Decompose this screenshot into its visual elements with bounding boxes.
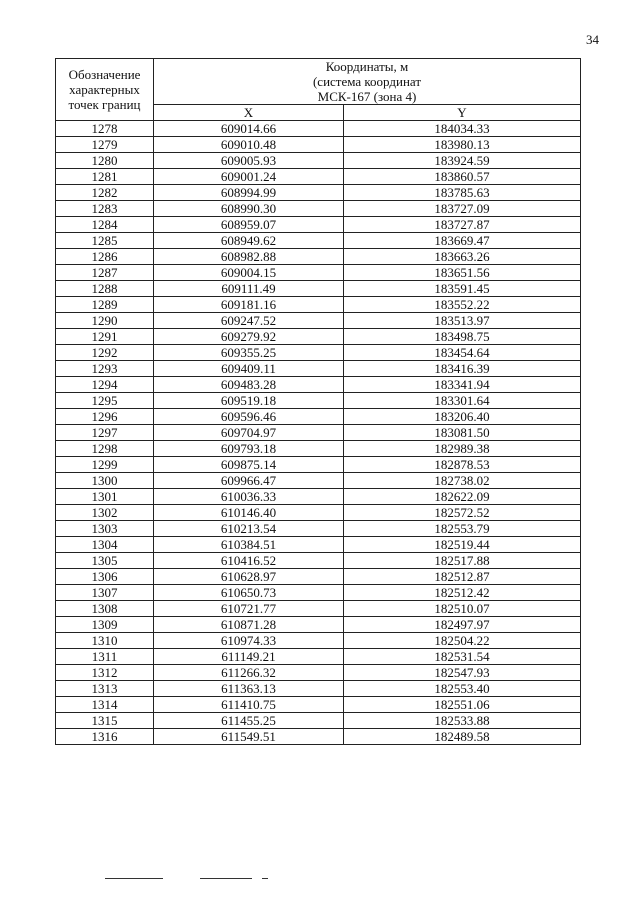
table-row: [56, 697, 581, 713]
footer-divider: [262, 878, 268, 879]
y-coordinate-cell: 182512.87: [344, 569, 581, 585]
y-column-header: Y: [344, 105, 581, 121]
page-number: 34: [586, 32, 599, 47]
x-coordinate-cell: 610650.73: [154, 585, 344, 601]
x-coordinate-cell: 609001.24: [154, 169, 344, 185]
y-coordinate-cell: 183301.64: [344, 393, 581, 409]
table-row: [56, 729, 581, 745]
y-coordinate-cell: 182512.42: [344, 585, 581, 601]
point-number-cell: 1278: [56, 121, 154, 137]
table-row: [56, 585, 581, 601]
y-coordinate-cell: 182510.07: [344, 601, 581, 617]
x-coordinate-cell: 610721.77: [154, 601, 344, 617]
table-row: [56, 217, 581, 233]
x-coordinate-cell: 611549.51: [154, 729, 344, 745]
table-row: [56, 377, 581, 393]
x-coordinate-cell: 609966.47: [154, 473, 344, 489]
point-number-cell: 1298: [56, 441, 154, 457]
point-number-cell: 1294: [56, 377, 154, 393]
point-number-cell: 1285: [56, 233, 154, 249]
table-row: [56, 473, 581, 489]
x-coordinate-cell: 609014.66: [154, 121, 344, 137]
coordinates-table: [55, 58, 581, 745]
point-number-cell: 1290: [56, 313, 154, 329]
x-coordinate-cell: 610416.52: [154, 553, 344, 569]
table-row: [56, 457, 581, 473]
point-number-cell: 1300: [56, 473, 154, 489]
y-coordinate-cell: 182517.88: [344, 553, 581, 569]
table-row: [56, 649, 581, 665]
y-coordinate-cell: 182504.22: [344, 633, 581, 649]
point-number-cell: 1291: [56, 329, 154, 345]
point-number-cell: 1299: [56, 457, 154, 473]
y-coordinate-cell: 182489.58: [344, 729, 581, 745]
table-row: [56, 505, 581, 521]
x-coordinate-cell: 610384.51: [154, 537, 344, 553]
y-coordinate-cell: 183454.64: [344, 345, 581, 361]
y-coordinate-cell: 182497.97: [344, 617, 581, 633]
table-row: [56, 121, 581, 137]
table-row: [56, 489, 581, 505]
point-number-cell: 1292: [56, 345, 154, 361]
y-coordinate-cell: 182533.88: [344, 713, 581, 729]
x-coordinate-cell: 611149.21: [154, 649, 344, 665]
y-coordinate-cell: 183416.39: [344, 361, 581, 377]
point-header-line: точек границ: [68, 97, 141, 112]
y-coordinate-cell: 183513.97: [344, 313, 581, 329]
x-coordinate-cell: 609355.25: [154, 345, 344, 361]
y-coordinate-cell: 184034.33: [344, 121, 581, 137]
y-coordinate-cell: 182553.79: [344, 521, 581, 537]
footer-divider: [105, 878, 163, 879]
point-number-cell: 1308: [56, 601, 154, 617]
y-coordinate-cell: 183663.26: [344, 249, 581, 265]
table-row: [56, 569, 581, 585]
y-coordinate-cell: 183860.57: [344, 169, 581, 185]
table-row: [56, 441, 581, 457]
table-row: [56, 409, 581, 425]
table-row: [56, 153, 581, 169]
x-coordinate-cell: 610036.33: [154, 489, 344, 505]
y-coordinate-cell: 182547.93: [344, 665, 581, 681]
y-coordinate-cell: 182572.52: [344, 505, 581, 521]
table-row: [56, 361, 581, 377]
x-coordinate-cell: 609247.52: [154, 313, 344, 329]
table-row: [56, 521, 581, 537]
x-coordinate-cell: 608990.30: [154, 201, 344, 217]
table-row: [56, 553, 581, 569]
coords-header-line: МСК-167 (зона 4): [317, 89, 417, 104]
point-designation-header: [56, 59, 154, 121]
table-row: [56, 537, 581, 553]
table-row: [56, 665, 581, 681]
coords-header-line: Координаты, м: [325, 59, 409, 74]
point-number-cell: 1309: [56, 617, 154, 633]
x-coordinate-cell: 609793.18: [154, 441, 344, 457]
x-coordinate-cell: 611410.75: [154, 697, 344, 713]
x-coordinate-cell: 609409.11: [154, 361, 344, 377]
y-coordinate-cell: 183341.94: [344, 377, 581, 393]
point-number-cell: 1313: [56, 681, 154, 697]
y-coordinate-cell: 183081.50: [344, 425, 581, 441]
x-coordinate-cell: 608994.99: [154, 185, 344, 201]
x-coordinate-cell: 610871.28: [154, 617, 344, 633]
x-coordinate-cell: 608959.07: [154, 217, 344, 233]
x-coordinate-cell: 609181.16: [154, 297, 344, 313]
point-number-cell: 1316: [56, 729, 154, 745]
y-coordinate-cell: 183727.87: [344, 217, 581, 233]
point-number-cell: 1284: [56, 217, 154, 233]
y-coordinate-cell: 183924.59: [344, 153, 581, 169]
y-coordinate-cell: 182551.06: [344, 697, 581, 713]
y-coordinate-cell: 183727.09: [344, 201, 581, 217]
point-number-cell: 1287: [56, 265, 154, 281]
point-number-cell: 1282: [56, 185, 154, 201]
x-coordinate-cell: 609010.48: [154, 137, 344, 153]
y-coordinate-cell: 183980.13: [344, 137, 581, 153]
table-row: [56, 345, 581, 361]
x-coordinate-cell: 609596.46: [154, 409, 344, 425]
x-coordinate-cell: 608949.62: [154, 233, 344, 249]
x-coordinate-cell: 609004.15: [154, 265, 344, 281]
x-coordinate-cell: 609704.97: [154, 425, 344, 441]
table-row: [56, 681, 581, 697]
table-row: [56, 265, 581, 281]
point-header-line: Обозначение: [68, 67, 141, 82]
table-row: [56, 313, 581, 329]
point-number-cell: 1286: [56, 249, 154, 265]
y-coordinate-cell: 183651.56: [344, 265, 581, 281]
table-row: [56, 249, 581, 265]
point-number-cell: 1295: [56, 393, 154, 409]
y-coordinate-cell: 182738.02: [344, 473, 581, 489]
table-row: [56, 169, 581, 185]
table-row: [56, 329, 581, 345]
x-coordinate-cell: 610974.33: [154, 633, 344, 649]
table-row: [56, 185, 581, 201]
y-coordinate-cell: 182553.40: [344, 681, 581, 697]
point-number-cell: 1288: [56, 281, 154, 297]
table-body: [56, 121, 581, 745]
point-number-cell: 1283: [56, 201, 154, 217]
y-coordinate-cell: 183552.22: [344, 297, 581, 313]
y-coordinate-cell: 183669.47: [344, 233, 581, 249]
table-header-row: [56, 59, 581, 105]
x-coordinate-cell: 608982.88: [154, 249, 344, 265]
table-row: [56, 201, 581, 217]
y-coordinate-cell: 182519.44: [344, 537, 581, 553]
point-number-cell: 1307: [56, 585, 154, 601]
point-number-cell: 1306: [56, 569, 154, 585]
y-coordinate-cell: 182989.38: [344, 441, 581, 457]
y-coordinate-cell: 182531.54: [344, 649, 581, 665]
x-coordinate-cell: 610628.97: [154, 569, 344, 585]
point-number-cell: 1310: [56, 633, 154, 649]
x-coordinate-cell: 609111.49: [154, 281, 344, 297]
x-coordinate-cell: 611455.25: [154, 713, 344, 729]
point-header-line: характерных: [69, 82, 140, 97]
y-coordinate-cell: 183591.45: [344, 281, 581, 297]
coords-header-line: (система координат: [312, 74, 422, 89]
table-row: [56, 297, 581, 313]
y-coordinate-cell: 182622.09: [344, 489, 581, 505]
y-coordinate-cell: 183498.75: [344, 329, 581, 345]
point-number-cell: 1280: [56, 153, 154, 169]
point-number-cell: 1314: [56, 697, 154, 713]
x-coordinate-cell: 609483.28: [154, 377, 344, 393]
table-row: [56, 617, 581, 633]
footer-divider: [200, 878, 252, 879]
point-number-cell: 1296: [56, 409, 154, 425]
x-coordinate-cell: 610213.54: [154, 521, 344, 537]
x-coordinate-cell: 611363.13: [154, 681, 344, 697]
x-coordinate-cell: 610146.40: [154, 505, 344, 521]
point-number-cell: 1305: [56, 553, 154, 569]
point-number-cell: 1303: [56, 521, 154, 537]
x-coordinate-cell: 611266.32: [154, 665, 344, 681]
point-number-cell: 1304: [56, 537, 154, 553]
point-number-cell: 1279: [56, 137, 154, 153]
point-number-cell: 1302: [56, 505, 154, 521]
y-coordinate-cell: 183785.63: [344, 185, 581, 201]
x-coordinate-cell: 609279.92: [154, 329, 344, 345]
coordinates-header: [154, 59, 581, 105]
point-number-cell: 1311: [56, 649, 154, 665]
table-row: [56, 281, 581, 297]
x-coordinate-cell: 609519.18: [154, 393, 344, 409]
point-number-cell: 1281: [56, 169, 154, 185]
table-row: [56, 601, 581, 617]
x-coordinate-cell: 609005.93: [154, 153, 344, 169]
x-coordinate-cell: 609875.14: [154, 457, 344, 473]
y-coordinate-cell: 182878.53: [344, 457, 581, 473]
table-row: [56, 633, 581, 649]
x-column-header: X: [154, 105, 344, 121]
table-row: [56, 137, 581, 153]
table-row: [56, 425, 581, 441]
table-row: [56, 713, 581, 729]
point-number-cell: 1289: [56, 297, 154, 313]
y-coordinate-cell: 183206.40: [344, 409, 581, 425]
point-number-cell: 1301: [56, 489, 154, 505]
table-row: [56, 233, 581, 249]
point-number-cell: 1315: [56, 713, 154, 729]
table-row: [56, 393, 581, 409]
point-number-cell: 1297: [56, 425, 154, 441]
point-number-cell: 1312: [56, 665, 154, 681]
point-number-cell: 1293: [56, 361, 154, 377]
